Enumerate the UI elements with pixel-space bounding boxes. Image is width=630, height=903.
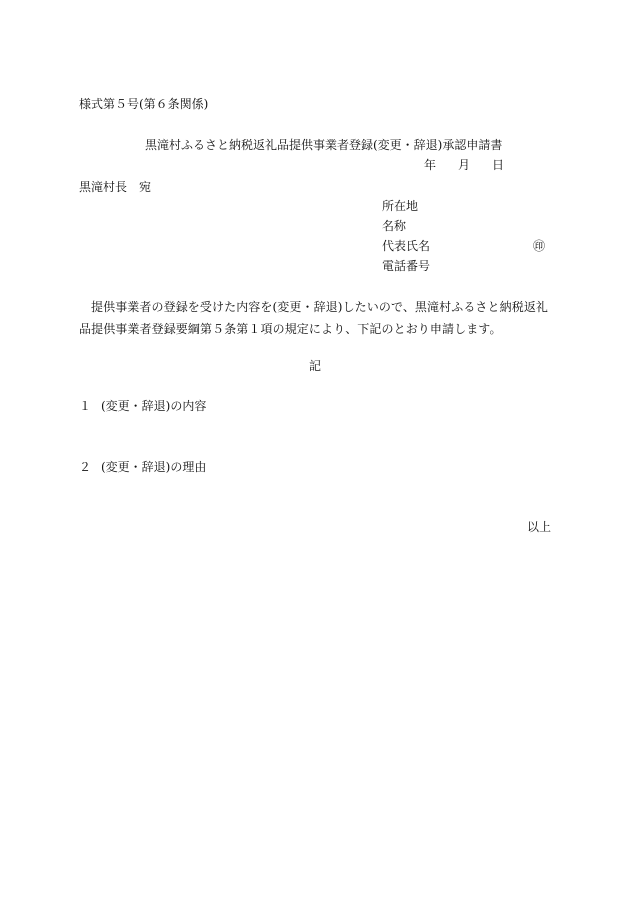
ki-heading: 記	[309, 359, 322, 373]
item-label: (変更・辞退)の内容	[101, 399, 207, 413]
document-title: 黒滝村ふるさと納税返礼品提供事業者登録(変更・辞退)承認申請書	[145, 138, 503, 152]
form-number: 様式第５号(第６条関係)	[79, 97, 209, 111]
date-line	[424, 157, 504, 173]
item-label: (変更・辞退)の理由	[101, 460, 207, 474]
date-year-label: 年	[424, 158, 437, 172]
applicant-name-label: 名称	[382, 219, 407, 233]
addressee: 黒滝村長 宛	[79, 180, 152, 194]
date-day-label: 日	[492, 158, 505, 172]
applicant-representative-label: 代表氏名	[382, 239, 431, 253]
closing-mark: 以上	[527, 520, 552, 534]
application-body-text: 提供事業者の登録を受けた内容を(変更・辞退)したいので、黒滝村ふるさと納税返礼品提供事業者登録要綱第５条第１項の規定により、下記のとおり申請します。	[79, 300, 549, 336]
item-number: １	[79, 399, 92, 413]
applicant-phone-label: 電話番号	[382, 259, 431, 273]
seal-mark: ㊞	[533, 239, 546, 253]
item-reason	[79, 459, 206, 475]
item-number: ２	[79, 460, 92, 474]
applicant-location-label: 所在地	[382, 199, 419, 213]
item-content	[79, 398, 206, 414]
date-month-label: 月	[458, 158, 471, 172]
